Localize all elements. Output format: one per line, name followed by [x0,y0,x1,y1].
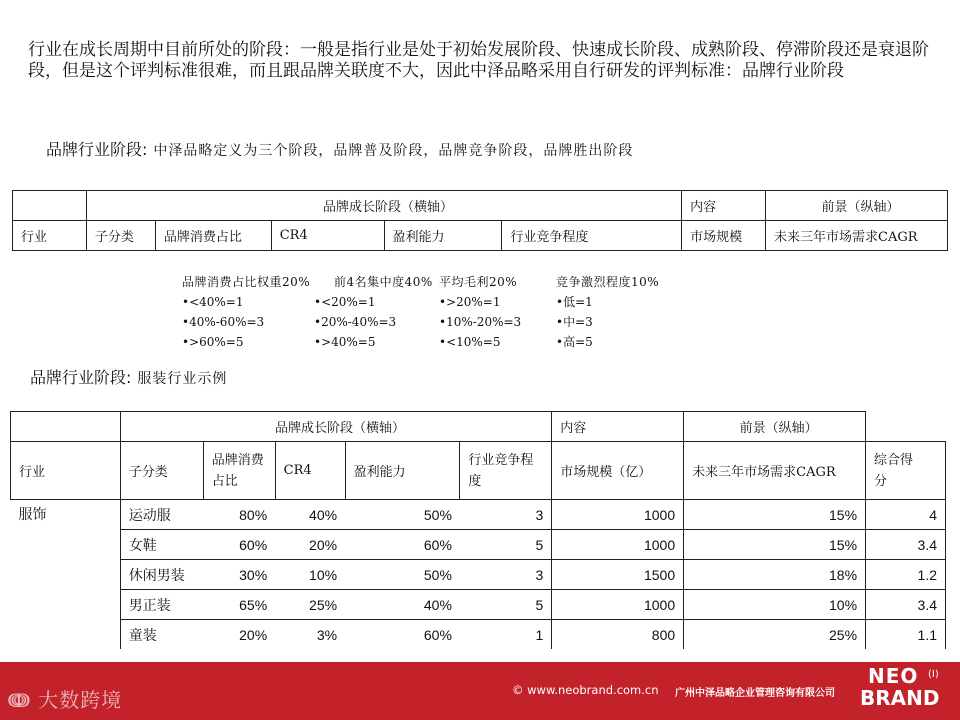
profit-cell: 40% [345,590,460,620]
competition-cell: 3 [460,500,552,530]
group-content-header: 内容 [552,412,684,442]
criteria-block-margin [439,272,521,352]
brand-logo-line2: BRAND [860,686,940,710]
section-subtitle: 服装行业示例 [137,371,228,387]
criteria-heading: 前4名集中度40% [334,275,433,289]
table-row [11,590,946,620]
column-header: CR4 [271,221,384,251]
criteria-heading: 平均毛利20% [439,275,518,289]
score-cell: 3.4 [866,530,946,560]
section-title-example [30,365,227,388]
table-column-header-row [11,442,946,500]
criteria-block-share [182,272,310,352]
competition-cell: 1 [460,620,552,650]
subcategory-cell: 休闲男装 [120,560,203,590]
share-cell: 80% [203,500,275,530]
watermark-logo [8,684,122,713]
cr4-cell: 25% [275,590,345,620]
column-header: 行业竞争程度 [460,442,552,500]
subcategory-cell: 女鞋 [120,530,203,560]
cagr-cell: 15% [684,530,866,560]
criteria-item: •40%-60%=3 [182,315,265,329]
group-growth-header: 品牌成长阶段（横轴） [86,191,681,221]
market-cell: 1000 [552,530,684,560]
score-cell: 1.1 [866,620,946,650]
market-cell: 1000 [552,590,684,620]
column-header: 盈利能力 [345,442,460,500]
cagr-cell: 18% [684,560,866,590]
criteria-item: •<40%=1 [182,295,244,309]
table-column-header-row [13,221,948,251]
subcategory-cell: 运动服 [120,500,203,530]
cagr-cell: 10% [684,590,866,620]
criteria-item: •10%-20%=3 [439,315,522,329]
market-cell: 800 [552,620,684,650]
section-title-label: 品牌行业阶段: [46,140,148,159]
criteria-item: •>40%=5 [314,335,376,349]
cr4-cell: 20% [275,530,345,560]
competition-cell: 5 [460,590,552,620]
table-group-header-row [11,412,946,442]
profit-cell: 60% [345,530,460,560]
column-header: 盈利能力 [384,221,502,251]
column-header: 品牌消费占比 [203,442,275,500]
share-cell: 60% [203,530,275,560]
criteria-block-competition [556,272,659,352]
criteria-block-cr4 [314,272,433,352]
share-cell: 20% [239,626,268,643]
criteria-item: •中=3 [556,315,593,329]
watermark-icon: ↈ [8,688,31,712]
competition-cell: 5 [460,530,552,560]
criteria-item: •<20%=1 [314,295,376,309]
subcategory-cell: 男正装 [120,590,203,620]
empty-cell [13,191,87,221]
brand-logo-line1: NEO [868,664,919,688]
group-outlook-header: 前景（纵轴） [684,412,866,442]
watermark-text: 大数跨境 [38,688,123,712]
column-header: 行业 [11,442,121,500]
share-cell: 30% [203,560,275,590]
empty-cell [866,412,946,442]
criteria-item: •>60%=5 [182,335,244,349]
score-cell: 4 [866,500,946,530]
section-subtitle: 中泽品略定义为三个阶段，品牌普及阶段，品牌竞争阶段，品牌胜出阶段 [153,143,634,159]
criteria-heading: 竞争激烈程度10% [556,275,660,289]
column-header: CR4 [275,442,345,500]
cr4-cell: 10% [275,560,345,590]
table-row [11,500,946,530]
footer-website[interactable]: © www.neobrand.com.cn [512,683,659,697]
footer-company-name: 广州中泽品略企业管理咨询有限公司 [675,688,835,699]
share-cell: 65% [203,590,275,620]
score-cell: 1.2 [866,560,946,590]
table-row [11,530,946,560]
section-title-definition [46,137,633,160]
table-row [11,620,946,650]
profit-cell: 60% [423,626,452,643]
profit-cell: 50% [345,560,460,590]
table-row [11,560,946,590]
cagr-cell: 15% [684,500,866,530]
market-cell: 1500 [552,560,684,590]
group-growth-header: 品牌成长阶段（横轴） [120,412,551,442]
column-header: 未来三年市场需求CAGR [684,442,866,500]
group-content-header: 内容 [682,191,766,221]
definition-table [12,190,948,251]
column-header: 品牌消费占比 [155,221,271,251]
empty-cell [11,412,121,442]
brand-logo-mark: (I) [928,669,939,680]
subcategory-cell: 童装 [120,620,203,650]
column-header: 行业竞争程度 [502,221,682,251]
criteria-item: •低=1 [556,295,593,309]
market-cell: 1000 [552,500,684,530]
column-header: 子分类 [120,442,203,500]
column-header: 市场规模（亿） [552,442,684,500]
criteria-item: •<10%=5 [439,335,501,349]
profit-cell: 50% [345,500,460,530]
intro-paragraph: 行业在成长周期中目前所处的阶段：一般是指行业是处于初始发展阶段、快速成长阶段、成熟阶段、停滞阶段还是衰退阶段，但是这个评判标准很难，而且跟品牌关联度不大，因此中泽品略采用自行研发的评判标准：品牌行业阶段 [28,40,929,81]
industry-cell: 服饰 [18,507,47,523]
criteria-item: •>20%=1 [439,295,501,309]
criteria-item: •高=5 [556,335,593,349]
score-cell: 3.4 [866,590,946,620]
criteria-item: •20%-40%=3 [314,315,397,329]
example-table [10,411,946,649]
column-header: 子分类 [86,221,155,251]
column-header: 综合得分 [866,442,946,500]
column-header: 市场规模 [682,221,766,251]
group-outlook-header: 前景（纵轴） [766,191,948,221]
cagr-cell: 25% [684,620,866,650]
section-title-label: 品牌行业阶段: [30,368,132,387]
column-header: 行业 [13,221,87,251]
cr4-cell: 3% [316,626,338,643]
criteria-heading: 品牌消费占比权重20% [182,275,311,289]
cr4-cell: 40% [275,500,345,530]
column-header: 未来三年市场需求CAGR [766,221,948,251]
table-group-header-row [13,191,948,221]
competition-cell: 3 [460,560,552,590]
